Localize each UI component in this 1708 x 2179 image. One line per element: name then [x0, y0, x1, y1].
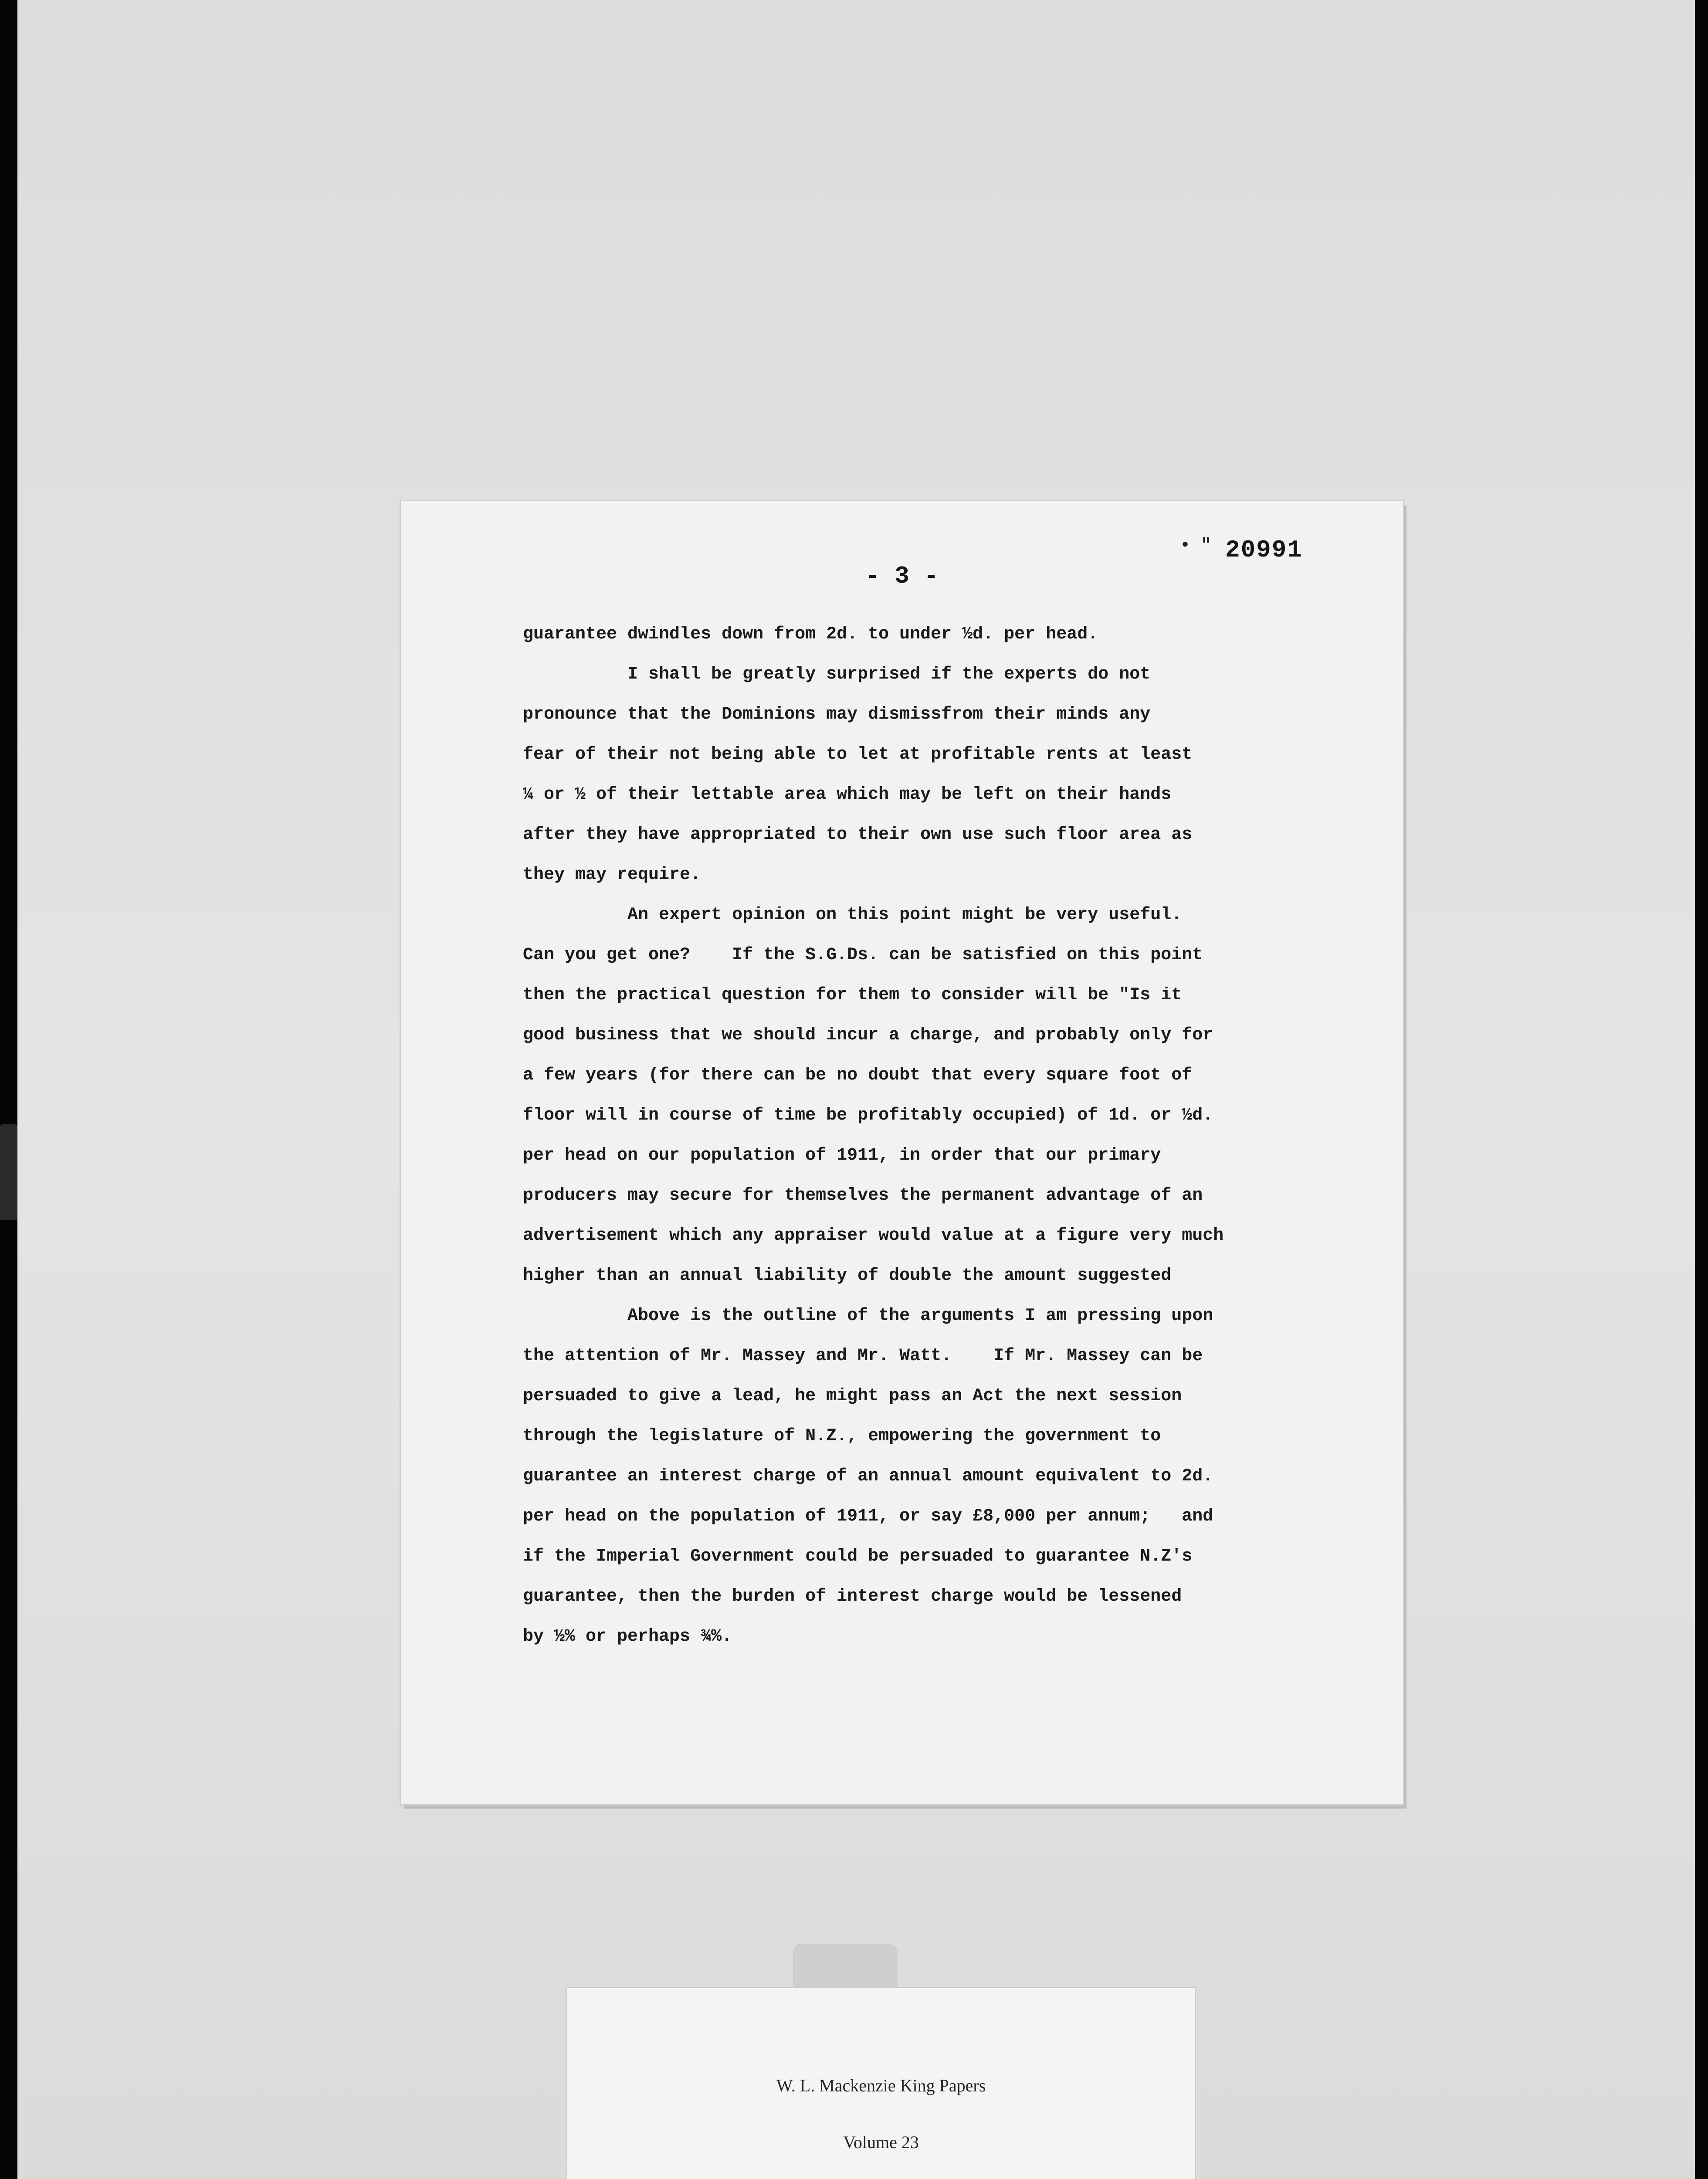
collection-name: W. L. Mackenzie King Papers: [776, 2076, 986, 2095]
text-line: per head on the population of 1911, or say £8,000 per annum; and: [523, 1507, 1213, 1526]
text-line: the attention of Mr. Massey and Mr. Watt. If Mr. Massey can be: [523, 1346, 1203, 1366]
text-line: floor will in course of time be profitably occupied) of 1d. or ½d.: [523, 1106, 1213, 1125]
text-line: if the Imperial Government could be persuaded to guarantee N.Z's: [523, 1547, 1193, 1566]
text-line: Above is the outline of the arguments I am pressing upon: [523, 1306, 1213, 1326]
page-marks: • ": [1179, 536, 1211, 556]
board-clip: [0, 1124, 17, 1220]
page-number: - 3 -: [865, 562, 939, 590]
text-line: through the legislature of N.Z., empowering the government to: [523, 1426, 1161, 1446]
volume-label: Volume 23: [843, 2132, 919, 2152]
letter-body: [523, 614, 1377, 1657]
text-line: by ½% or perhaps ¾%.: [523, 1627, 732, 1646]
text-line: then the practical question for them to consider will be "Is it: [523, 985, 1182, 1005]
letter-page: [401, 501, 1403, 1804]
text-line: they may require.: [523, 865, 701, 885]
text-line: fear of their not being able to let at profitable rents at least: [523, 745, 1193, 764]
archive-label-card: [566, 1987, 1196, 2179]
document-number: 20991: [1225, 536, 1303, 564]
text-line: per head on our population of 1911, in order that our primary: [523, 1146, 1161, 1165]
text-line: a few years (for there can be no doubt that every square foot of: [523, 1066, 1193, 1085]
text-line: producers may secure for themselves the permanent advantage of an: [523, 1186, 1203, 1205]
text-line: I shall be greatly surprised if the experts do not: [523, 665, 1151, 684]
text-line: guarantee dwindles down from 2d. to under ½d. per head.: [523, 625, 1098, 644]
text-line: good business that we should incur a charge, and probably only for: [523, 1025, 1213, 1045]
text-line: guarantee, then the burden of interest charge would be lessened: [523, 1587, 1182, 1606]
text-line: ¼ or ½ of their lettable area which may be left on their hands: [523, 785, 1172, 804]
text-line: An expert opinion on this point might be very useful.: [523, 905, 1182, 925]
text-line: advertisement which any appraiser would value at a figure very much: [523, 1226, 1224, 1246]
text-line: after they have appropriated to their own use such floor area as: [523, 825, 1193, 845]
text-line: Can you get one? If the S.G.Ds. can be satisfied on this point: [523, 945, 1203, 965]
text-line: persuaded to give a lead, he might pass an Act the next session: [523, 1386, 1182, 1406]
text-line: higher than an annual liability of double the amount suggested: [523, 1266, 1172, 1286]
text-line: guarantee an interest charge of an annual amount equivalent to 2d.: [523, 1466, 1213, 1486]
text-line: pronounce that the Dominions may dismissfrom their minds any: [523, 705, 1151, 724]
